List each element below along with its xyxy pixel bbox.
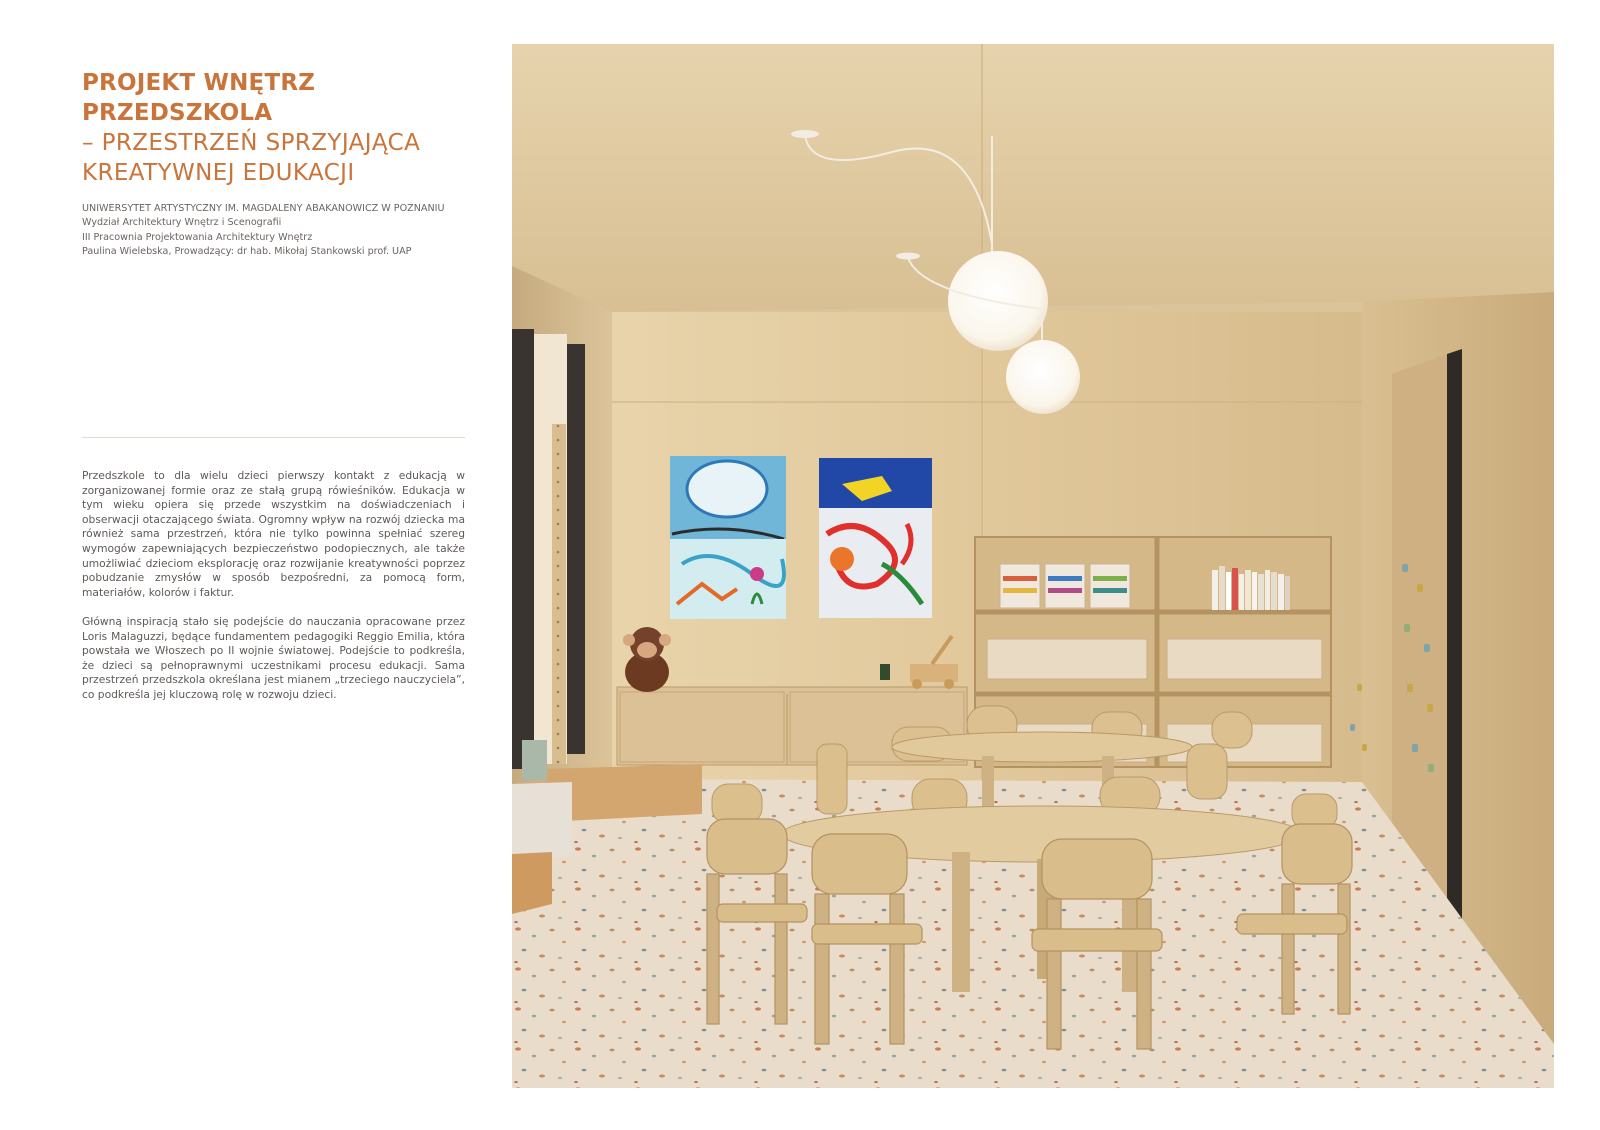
credits-author: Paulina Wielebska, Prowadzący: dr hab. Mikołaj Stankowski prof. UAP (82, 246, 412, 258)
credits-block (82, 202, 465, 260)
painting-right (819, 458, 932, 618)
title-line-3: KREATYWNEJ EDUKACJI (82, 160, 355, 186)
title-line-1: PROJEKT WNĘTRZ PRZEDSZKOLA (82, 70, 316, 126)
section-divider (82, 437, 465, 438)
description-paragraph-1: Przedszkole to dla wielu dzieci pierwszy kontakt z edukacją w zorganizowanej formie oraz ze stałą grupą rówieśników. Edukacja w tym wieku opiera się przede wszystkim na doświadczeniach i obserwacji otaczającego świata. Ogromny wpływ na rozwój dziecka ma również sama przestrzeń, która nie tylko powinna spełniać szereg wymogów zapewniających bezpieczeństwo podopiecznych, ale także umożliwiać dzieciom eksplorację oraz rozwijanie kreatywności poprzez pobudzanie zmysłów w sposób bezpośredni, za pomocą form, materiałów, kolorów i faktur. (82, 469, 465, 599)
interior-render (512, 44, 1554, 1088)
credits-university: UNIWERSYTET ARTYSTYCZNY IM. MAGDALENY ABAKANOWICZ W POZNANIU (82, 203, 445, 214)
description-paragraph-2: Główną inspiracją stało się podejście do nauczania opracowane przez Loris Malaguzzi, będące fundamentem pedagogiki Reggio Emilia, która powstała we Włoszech po II wojnie światowej. Podejście to podkreśla, że dzieci są pełnoprawnymi uczestnikami procesu edukacji. Sama przestrzeń przedszkola określana jest mianem „trzeciego nauczyciela”, co podkreśla jej kluczową rolę w rozwoju dzieci. (82, 614, 465, 701)
credits-studio: III Pracownia Projektowania Architektury Wnętrz (82, 231, 313, 243)
title-line-2: – PRZESTRZEŃ SPRZYJAJĄCA (82, 130, 421, 156)
teddy-monkey (623, 627, 671, 692)
page-title (82, 68, 465, 188)
credits-faculty: Wydział Architektury Wnętrz i Scenografii (82, 217, 282, 229)
interior-render-illustration (512, 44, 1554, 1088)
text-column (82, 68, 465, 260)
description-text (82, 469, 465, 717)
painting-left (670, 456, 786, 619)
